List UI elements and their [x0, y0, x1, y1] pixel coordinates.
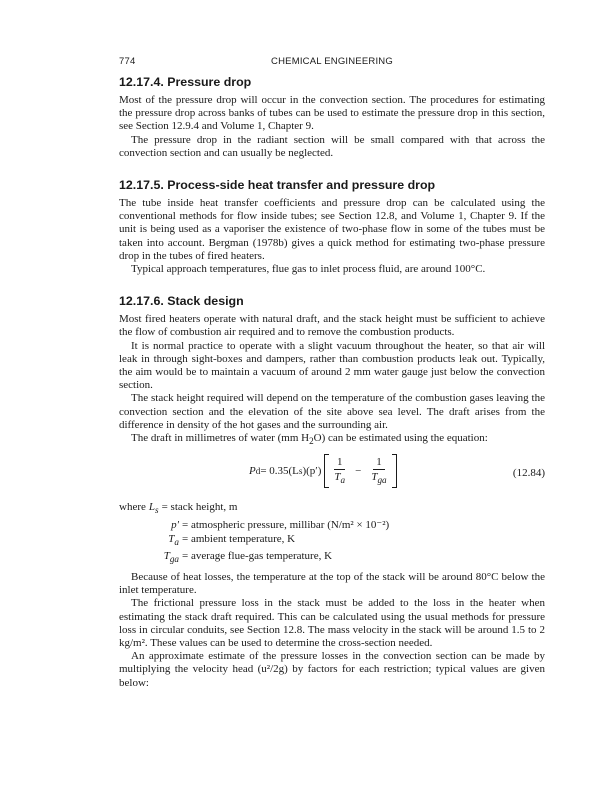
- def-symbol: [119, 549, 182, 566]
- paragraph: Most of the pressure drop will occur in the convection section. The procedures for estimating the pressure drop across banks of tubes can be used to estimate the pressure drop in this section, see Section 12.9.4 and Volume 1, Chapter 9.: [119, 94, 545, 133]
- equation-number: (12.84): [512, 467, 545, 480]
- def-symbol-text: T: [168, 532, 175, 545]
- page-number: 774: [119, 56, 136, 67]
- def-symbol: [119, 532, 182, 549]
- eq-fraction: [331, 456, 348, 487]
- eq-subscript: a: [340, 475, 346, 486]
- definition-row: [119, 500, 545, 517]
- eq-text: )(p′): [302, 464, 322, 477]
- def-symbol-text: p′: [171, 518, 179, 531]
- equation-12-84: [119, 452, 545, 498]
- paragraph: An approximate estimate of the pressure losses in the convection section can be made by multiplying the velocity head (u²/2g) by factors for each restriction; typical values are given below:: [119, 650, 545, 689]
- def-text: = ambient temperature, K: [182, 532, 296, 545]
- def-symbol-sub: s: [155, 505, 159, 516]
- eq-denominator: [331, 470, 348, 487]
- def-symbol-sub: ga: [169, 554, 179, 565]
- paragraph: [119, 432, 545, 448]
- eq-fraction: [368, 456, 389, 487]
- paragraph: Because of heat losses, the temperature at the top of the stack will be around 80°C below the inlet temperature.: [119, 571, 545, 597]
- definition-row: [119, 532, 545, 549]
- definition-row: [119, 518, 545, 532]
- paragraph: Most fired heaters operate with natural draft, and the stack height must be sufficient to achieve the flow of combustion air required and to remove the combustion products.: [119, 313, 545, 339]
- section-heading-stack-design: 12.17.6. Stack design: [119, 294, 244, 309]
- text-run: O) can be estimated using the equation:: [313, 432, 488, 445]
- subscript: 2: [309, 436, 314, 447]
- section-heading-process-side: 12.17.5. Process-side heat transfer and pressure drop: [119, 178, 436, 193]
- eq-minus: −: [355, 464, 362, 477]
- def-text: = average flue-gas temperature, K: [182, 549, 333, 562]
- paragraph: The stack height required will depend on the temperature of the combustion gases leaving the convection section and the elevation of the site above sea level. The draft arises from the difference in density of the hot gases and the surrounding air.: [119, 392, 545, 431]
- paragraph: The pressure drop in the radiant section will be small compared with that across the convection section and can usually be neglected.: [119, 133, 545, 159]
- def-symbol-sub: a: [174, 536, 179, 547]
- def-symbol-text: T: [163, 549, 170, 562]
- eq-text: = 0.35(L: [260, 464, 299, 477]
- paragraph: It is normal practice to operate with a slight vacuum throughout the heater, so that air will leak in through sight-boxes and dampers, rather than combustion products leak out. Typically, the aim would be to maintain a vacuum of around 2 mm water gauge just below the convection section.: [119, 339, 545, 392]
- eq-symbol: P: [249, 464, 256, 477]
- def-symbol: [119, 518, 182, 532]
- def-text: = atmospheric pressure, millibar (N/m² × 10⁻²): [182, 518, 390, 531]
- text-run: The draft in millimetres of water (mm H: [131, 432, 310, 445]
- variable-definitions: [119, 500, 545, 566]
- paragraph: Typical approach temperatures, flue gas to inlet process fluid, are around 100°C.: [131, 263, 486, 276]
- def-symbol: [149, 500, 162, 517]
- eq-numerator: 1: [334, 456, 346, 470]
- equation-body: [249, 454, 397, 488]
- def-symbol-text: L: [148, 501, 155, 514]
- page-content: [119, 74, 545, 690]
- eq-symbol: T: [371, 470, 378, 483]
- running-title: CHEMICAL ENGINEERING: [271, 56, 393, 67]
- eq-subscript: ga: [377, 475, 387, 486]
- eq-symbol: T: [334, 470, 341, 483]
- definition-row: [119, 549, 545, 566]
- paragraph: The tube inside heat transfer coefficients and pressure drop can be calculated using the conventional methods for flow inside tubes; see Section 12.8, and Volume 1, Chapter 9. If the unit is being used as a vaporiser the existence of two-phase flow in some of the tubes must be taken into account. Bergman (1978b) gives a quick method for estimating two-phase pressure drop in the tubes of fired heaters.: [119, 197, 545, 262]
- eq-subscript: d: [255, 465, 261, 476]
- def-text: = stack height, m: [161, 501, 238, 514]
- eq-subscript: s: [298, 465, 303, 476]
- eq-bracket: [324, 454, 396, 488]
- eq-denominator: [368, 470, 389, 487]
- paragraph: The frictional pressure loss in the stack must be added to the loss in the heater when estimating the stack draft required. This can be calculated using the usual methods for pressure loss in circular conduits, see Section 12.8. The mass velocity in the stack will be around 1.5 to 2 kg/m². These values can be used to determine the cross-section needed.: [119, 597, 545, 650]
- section-heading-pressure-drop: 12.17.4. Pressure drop: [119, 75, 252, 89]
- where-label: where: [119, 501, 146, 514]
- eq-numerator: 1: [373, 456, 385, 470]
